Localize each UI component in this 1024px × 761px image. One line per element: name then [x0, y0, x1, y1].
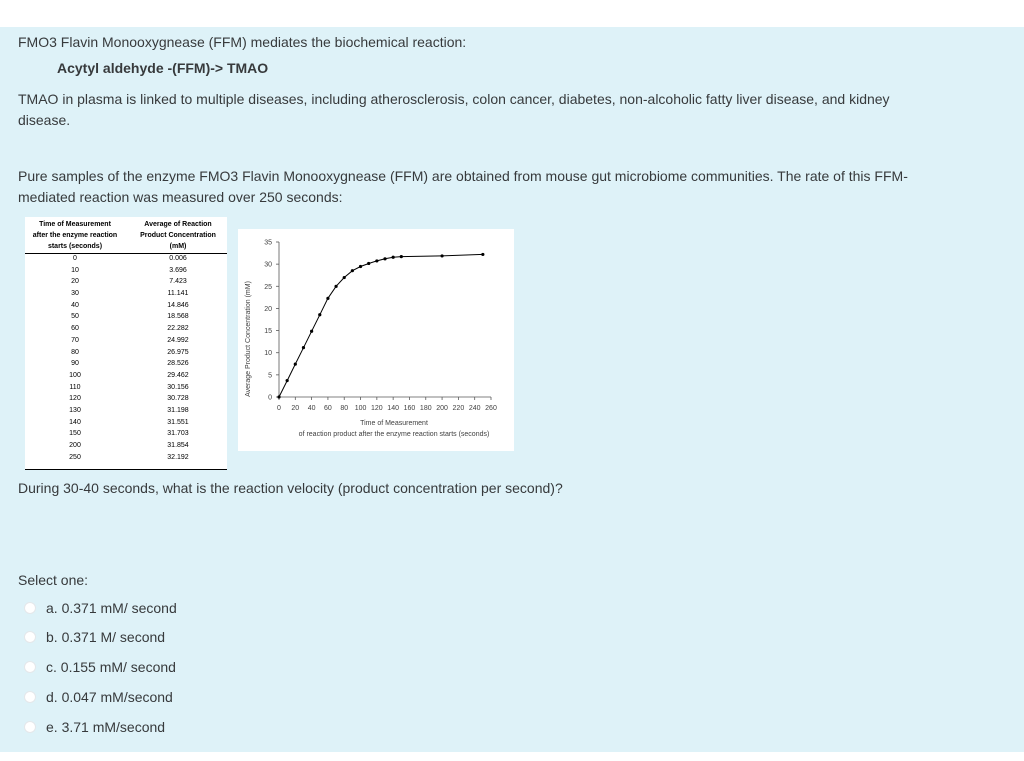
concentration-cell: 31.854 [167, 442, 189, 449]
header-line: Average of Reaction [144, 221, 212, 228]
y-tick-label: 5 [268, 372, 272, 380]
reaction-equation: Acytyl aldehyde -(FFM)-> TMAO [57, 60, 269, 76]
time-cell: 120 [69, 395, 81, 403]
time-cell: 150 [69, 430, 81, 438]
data-point [481, 253, 484, 256]
data-point [294, 363, 297, 366]
sample-text-line1: Pure samples of the enzyme FMO3 Flavin Monooxygnease (FFM) are obtained from mouse gut microbiome communities. The rate of this FFM- [18, 168, 908, 184]
time-cell: 140 [69, 418, 81, 426]
y-tick-label: 35 [264, 239, 272, 247]
answer-option-e[interactable] [24, 716, 165, 738]
time-cell: 20 [71, 278, 79, 286]
header-line: starts (seconds) [47, 243, 103, 250]
header-line: (mM) [169, 243, 187, 250]
data-point [375, 259, 378, 262]
concentration-cell: 26.975 [167, 348, 189, 356]
time-cell: 250 [69, 453, 81, 461]
table-row [25, 430, 227, 442]
answer-option-label[interactable]: c. 0.155 mM/ second [46, 659, 176, 675]
time-cell: 40 [71, 301, 79, 309]
column-header-concentration [129, 219, 227, 252]
time-cell: 130 [69, 406, 81, 414]
y-axis-label: Average Product Concentration (mM) [245, 281, 252, 397]
table-row [25, 360, 227, 372]
time-cell: 90 [71, 360, 79, 368]
y-tick-label: 15 [264, 328, 272, 336]
concentration-cell: 7.423 [169, 278, 187, 286]
concentration-cell: 32.192 [167, 453, 189, 461]
table-row [25, 372, 227, 384]
x-tick-label: 0 [277, 405, 281, 412]
time-cell: 100 [69, 371, 81, 379]
x-tick-label: 220 [452, 405, 465, 412]
concentration-cell: 11.141 [167, 290, 189, 298]
data-point [392, 256, 395, 259]
data-table [25, 217, 227, 470]
table-row [25, 442, 227, 454]
table-row [25, 325, 227, 337]
concentration-cell: 3.696 [169, 266, 187, 274]
concentration-cell: 14.846 [167, 301, 189, 309]
x-tick-label: 160 [403, 405, 416, 412]
table-header [25, 217, 227, 254]
x-tick-label: 240 [468, 405, 481, 412]
question-prompt: During 30-40 seconds, what is the reaction velocity (product concentration per second)? [18, 480, 563, 496]
table-row [25, 454, 227, 466]
answer-option-label[interactable]: e. 3.71 mM/second [46, 719, 166, 735]
x-tick-label: 100 [354, 405, 367, 412]
table-row [25, 267, 227, 279]
x-tick-label: 80 [340, 405, 349, 412]
x-tick-label: 120 [371, 405, 383, 412]
concentration-cell: 30.728 [167, 395, 189, 403]
radio-button[interactable] [24, 661, 36, 673]
data-point [367, 262, 370, 265]
radio-button[interactable] [24, 691, 36, 703]
y-tick-label: 10 [264, 350, 272, 358]
table-row [25, 290, 227, 302]
table-row [25, 384, 227, 396]
answer-option-label[interactable]: d. 0.047 mM/second [46, 689, 173, 705]
answer-option-d[interactable] [24, 686, 173, 708]
time-cell: 110 [69, 383, 81, 391]
radio-button[interactable] [24, 721, 36, 733]
header-line: Time of Measurement [39, 221, 111, 228]
chart-svg [238, 229, 514, 451]
data-point [351, 269, 354, 272]
table-row [25, 349, 227, 361]
data-point [383, 257, 386, 260]
table-row [25, 407, 227, 419]
data-point [310, 330, 313, 333]
data-point [326, 297, 329, 300]
table-row [25, 278, 227, 290]
concentration-cell: 31.703 [167, 430, 189, 438]
table-row [25, 313, 227, 325]
x-tick-label: 200 [436, 405, 448, 412]
y-tick-label: 0 [268, 394, 272, 402]
concentration-cell: 29.462 [167, 371, 189, 379]
answer-option-label[interactable]: a. 0.371 mM/ second [46, 600, 177, 616]
header-line: Product Concentration [140, 232, 216, 239]
table-bottom-rule [25, 469, 227, 470]
table-row [25, 337, 227, 349]
data-point [318, 313, 321, 316]
y-tick-label: 25 [264, 283, 272, 291]
table-row [25, 255, 227, 267]
time-cell: 50 [71, 313, 79, 321]
radio-button[interactable] [24, 631, 36, 643]
x-tick-label: 140 [387, 405, 399, 412]
data-point [302, 346, 305, 349]
data-point [440, 254, 443, 257]
concentration-cell: 22.282 [167, 325, 189, 333]
concentration-cell: 24.992 [167, 336, 189, 344]
line-chart [238, 229, 514, 451]
y-tick-label: 30 [264, 261, 272, 269]
answer-option-c[interactable] [24, 656, 176, 678]
x-axis-label-line1: Time of Measurement [360, 420, 428, 427]
sample-text-line2: mediated reaction was measured over 250 seconds: [18, 189, 343, 205]
table-row [25, 302, 227, 314]
x-tick-label: 20 [291, 405, 300, 412]
x-tick-label: 260 [485, 405, 497, 412]
data-point [334, 285, 337, 288]
x-tick-label: 180 [419, 405, 432, 412]
data-point [400, 255, 403, 258]
time-cell: 80 [71, 348, 79, 356]
data-point [286, 379, 289, 382]
concentration-cell: 18.568 [167, 313, 189, 321]
column-header-time [25, 219, 125, 252]
time-cell: 60 [71, 325, 79, 333]
concentration-cell: 0.006 [169, 255, 187, 262]
time-cell: 30 [71, 290, 79, 298]
data-series-line [279, 254, 483, 397]
answer-option-label[interactable]: b. 0.371 M/ second [46, 629, 166, 645]
answer-option-a[interactable] [24, 597, 177, 619]
concentration-cell: 30.156 [167, 383, 189, 391]
time-cell: 200 [69, 442, 81, 449]
time-cell: 0 [73, 255, 77, 262]
radio-button[interactable] [24, 602, 36, 614]
time-cell: 70 [71, 336, 79, 344]
table-body [25, 255, 227, 465]
answer-option-b[interactable] [24, 626, 165, 648]
concentration-cell: 31.551 [167, 418, 189, 426]
data-point [359, 265, 362, 268]
x-tick-label: 40 [307, 405, 316, 412]
concentration-cell: 28.526 [167, 360, 189, 368]
x-tick-label: 60 [324, 405, 332, 412]
table-row [25, 419, 227, 431]
table-row [25, 395, 227, 407]
select-one-label: Select one: [18, 572, 89, 588]
y-tick-label: 20 [264, 305, 272, 313]
time-cell: 10 [71, 266, 79, 274]
header-line: after the enzyme reaction [32, 232, 118, 239]
intro-text: FMO3 Flavin Monooxygnease (FFM) mediates the biochemical reaction: [18, 34, 467, 50]
disease-text-line1: TMAO in plasma is linked to multiple diseases, including atherosclerosis, colon cancer, diabetes, non-alcoholic fatty liver disease, and kidney [18, 91, 890, 107]
data-point [277, 395, 280, 398]
x-axis-label-line2: of reaction product after the enzyme reaction starts (seconds) [298, 431, 490, 438]
disease-text-line2: disease. [18, 112, 71, 128]
concentration-cell: 31.198 [167, 406, 189, 414]
data-point [343, 276, 346, 279]
